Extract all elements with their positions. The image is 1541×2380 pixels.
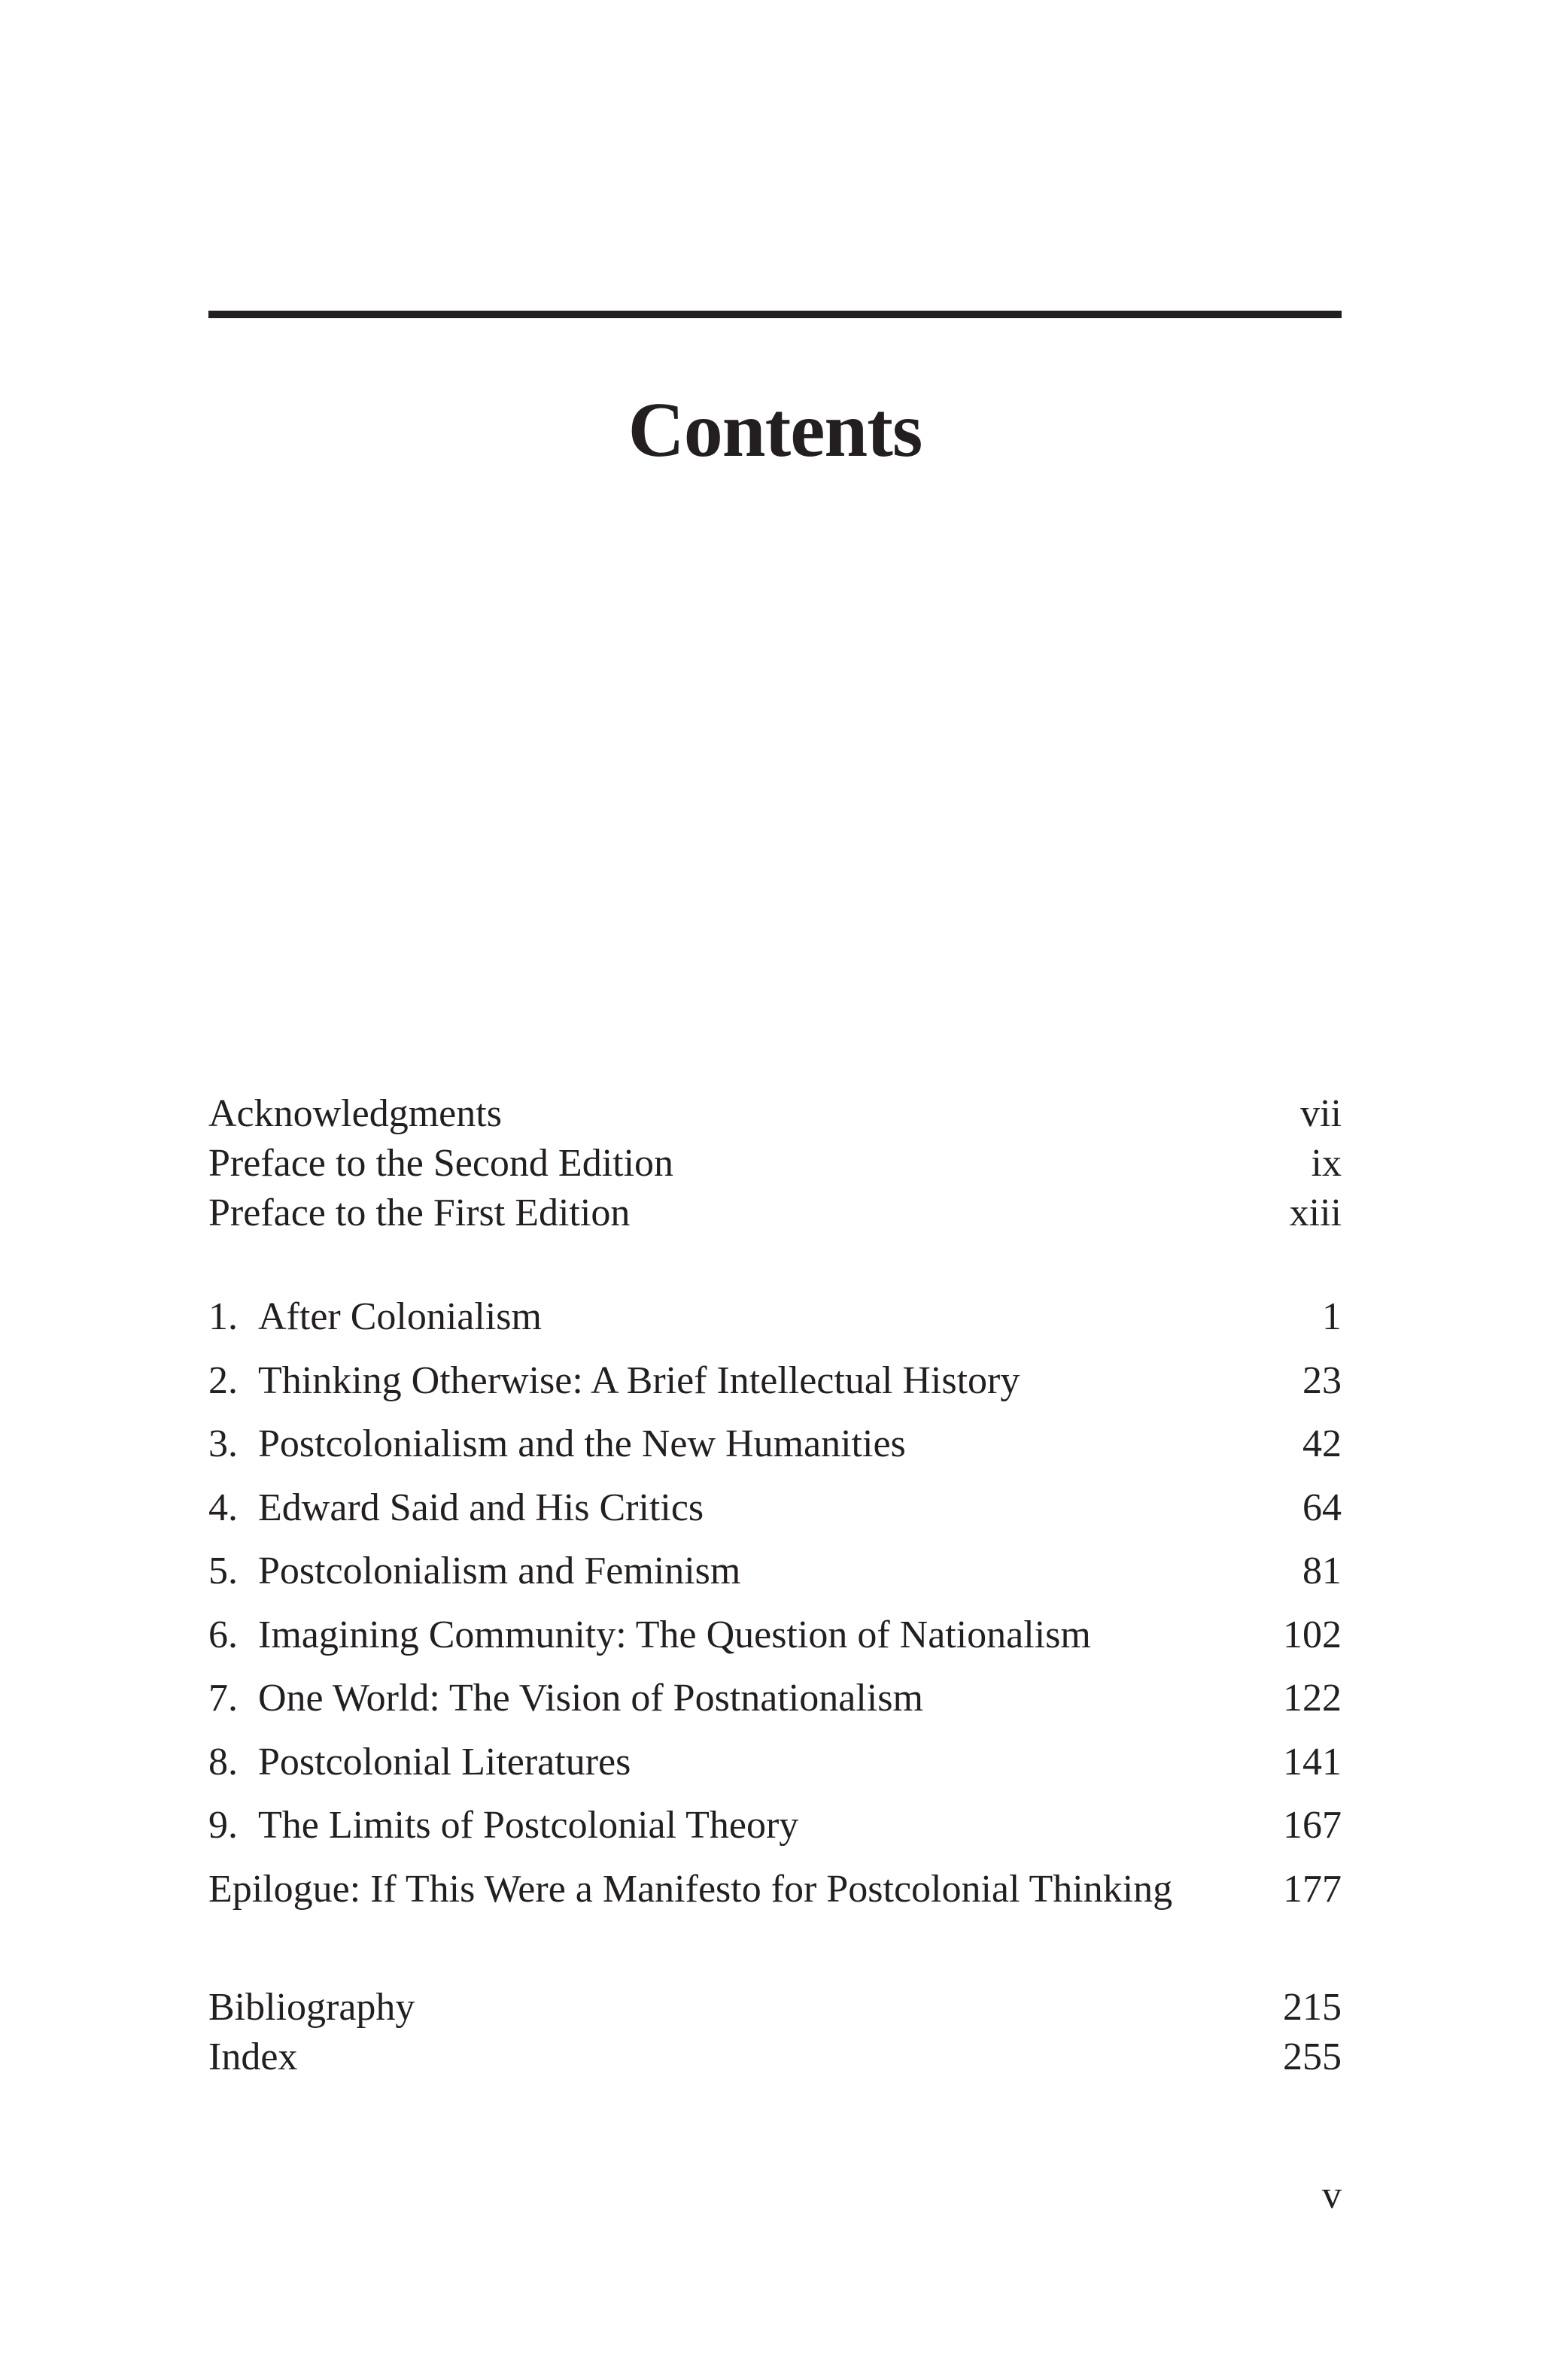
toc-entry-page: 215 (1283, 1986, 1342, 2029)
chapter-number: 5. (208, 1550, 238, 1592)
toc-entry-label: After Colonialism (258, 1295, 542, 1338)
chapter-number: 4. (208, 1486, 238, 1529)
toc-entry-chapter-1[interactable] (208, 1292, 1342, 1356)
toc-entry-label: Thinking Otherwise: A Brief Intellectual History (258, 1358, 1020, 1402)
toc-back-matter (208, 1983, 1342, 2082)
toc-chapters (208, 1292, 1342, 1928)
toc-entry-page: 122 (1283, 1677, 1342, 1720)
toc-entry-chapter-4[interactable] (208, 1483, 1342, 1547)
toc-entry-page: 81 (1302, 1550, 1342, 1592)
toc-entry-page: 102 (1283, 1613, 1342, 1656)
toc-entry-acknowledgments[interactable] (208, 1089, 1342, 1139)
toc-entry-chapter-3[interactable] (208, 1419, 1342, 1483)
toc-entry-page: 23 (1302, 1358, 1342, 1402)
toc-entry-label: Postcolonial Literatures (258, 1740, 631, 1783)
toc-entry-label: Imagining Community: The Question of Nationalism (258, 1613, 1091, 1656)
toc-entry-page: vii (1300, 1092, 1342, 1135)
toc-entry-preface-second[interactable] (208, 1139, 1342, 1188)
toc-entry-page: 167 (1283, 1804, 1342, 1847)
toc-entry-preface-first[interactable] (208, 1188, 1342, 1238)
toc-entry-page: 42 (1302, 1422, 1342, 1465)
toc-entry-chapter-7[interactable] (208, 1674, 1342, 1738)
toc-entry-page: 177 (1283, 1867, 1342, 1911)
toc-entry-page: 1 (1322, 1295, 1342, 1338)
toc-entry-chapter-5[interactable] (208, 1547, 1342, 1610)
toc-entry-page: ix (1311, 1142, 1342, 1185)
chapter-number: 7. (208, 1677, 238, 1720)
toc-entry-page: 141 (1283, 1740, 1342, 1783)
toc-entry-chapter-8[interactable] (208, 1738, 1342, 1802)
toc-entry-label: Preface to the First Edition (208, 1192, 631, 1234)
toc-entry-label: Postcolonialism and the New Humanities (258, 1422, 906, 1465)
chapter-number: 6. (208, 1613, 238, 1656)
toc-front-matter (208, 1089, 1342, 1238)
chapter-number: 8. (208, 1740, 238, 1783)
chapter-number: 1. (208, 1295, 238, 1338)
chapter-number: 9. (208, 1804, 238, 1847)
toc-entry-chapter-6[interactable] (208, 1610, 1342, 1674)
toc-entry-epilogue[interactable] (208, 1865, 1342, 1929)
toc-entry-index[interactable] (208, 2032, 1342, 2082)
toc-entry-page: 64 (1302, 1486, 1342, 1529)
toc-entry-label: Postcolonialism and Feminism (258, 1550, 741, 1592)
toc-entry-label: Index (208, 2035, 298, 2078)
toc-entry-label: Edward Said and His Critics (258, 1486, 704, 1529)
toc-entry-label: Bibliography (208, 1986, 415, 2029)
toc-entry-chapter-2[interactable] (208, 1356, 1342, 1420)
toc-entry-label: Epilogue: If This Were a Manifesto for Postcolonial Thinking (208, 1867, 1173, 1911)
toc-entry-label: One World: The Vision of Postnationalism (258, 1677, 923, 1720)
chapter-number: 2. (208, 1358, 238, 1402)
toc-entry-label: The Limits of Postcolonial Theory (258, 1804, 799, 1847)
toc-entry-label: Acknowledgments (208, 1092, 502, 1135)
page-number: v (1322, 2174, 1342, 2217)
toc-entry-bibliography[interactable] (208, 1983, 1342, 2032)
chapter-number: 3. (208, 1422, 238, 1465)
top-rule (208, 311, 1342, 318)
toc-entry-label: Preface to the Second Edition (208, 1142, 674, 1185)
page-title: Contents (628, 387, 922, 473)
toc-entry-chapter-9[interactable] (208, 1801, 1342, 1865)
toc-entry-page: xiii (1289, 1192, 1342, 1234)
toc-entry-page: 255 (1283, 2035, 1342, 2078)
